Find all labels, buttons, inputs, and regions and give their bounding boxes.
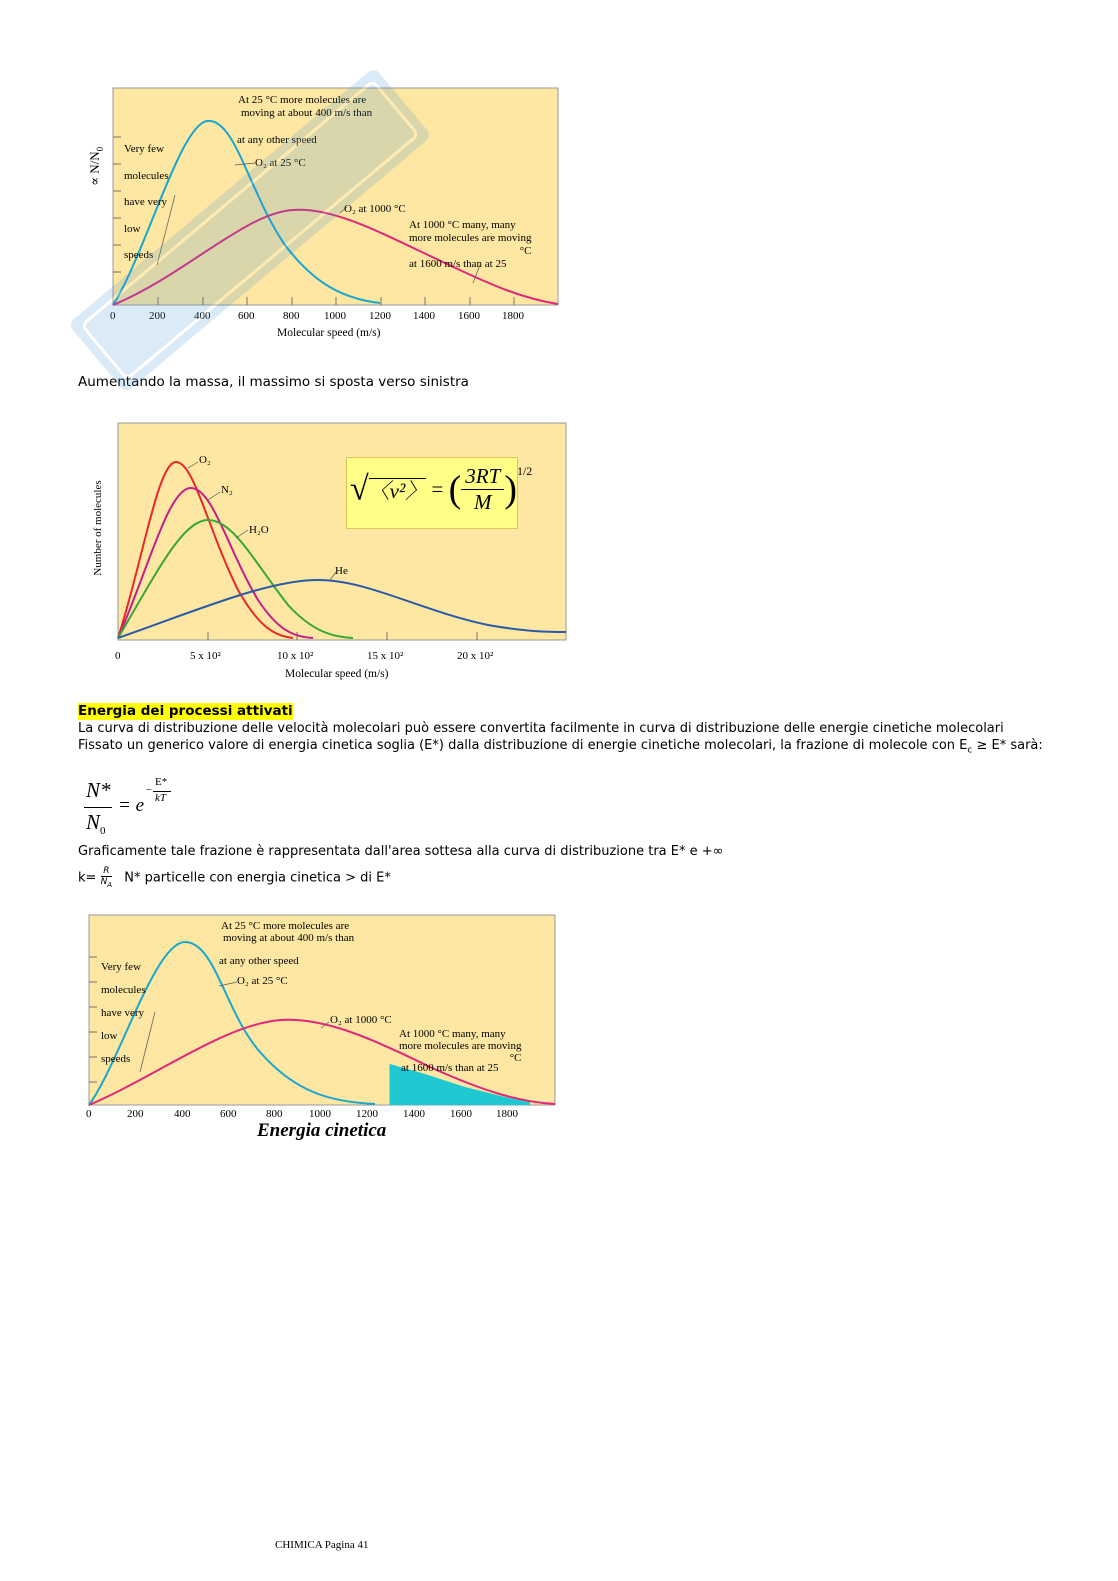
- annotation-right: At 1000 °C many, many more molecules are moving °C: [409, 219, 532, 257]
- label-o2-25c: O₂ at 25 °C: [255, 157, 306, 169]
- annotation-top-3: at any other speed: [237, 134, 317, 146]
- x-axis-label: Energia cinetica: [257, 1120, 387, 1141]
- y-axis-label: Number of molecules: [92, 480, 104, 576]
- figure-speed-distribution-gases: [88, 420, 568, 685]
- annotation-top: At 25 °C more molecules are moving at about 400 m/s than: [221, 920, 355, 944]
- paragraph-line-1: La curva di distribuzione delle velocità molecolari può essere convertita facilmente in curva di distribuzione delle energie cinetiche molecolari: [78, 721, 1004, 736]
- label-o2-1000c: O₂ at 1000 °C: [344, 203, 406, 215]
- x-axis-label: Molecular speed (m/s): [277, 327, 381, 339]
- annotation-left: Very few molecules have very low speeds: [101, 961, 146, 1065]
- rms-speed-formula: √〈v²〉 = ( $\frac{3RT}{M}$ )$^{1/2}$: [350, 464, 533, 514]
- paragraph-line-2: Fissato un generico valore di energia cinetica soglia (E*) dalla distribuzione di energie cinetiche molecolari, la frazione di molecole con $E_c \ge E*$ sarà:: [78, 738, 1043, 756]
- label-o2-1000c: O₂ at 1000 °C: [330, 1014, 392, 1026]
- annotation-right: At 1000 °C many, many more molecules are moving °C: [399, 1028, 522, 1064]
- annotation-top: At 25 °C more molecules are moving at about 400 m/s than: [238, 94, 373, 119]
- paragraph-line-3: Graficamente tale frazione è rappresentata dall'area sottesa alla curva di distribuzione tra E* e +∞: [78, 844, 724, 859]
- section-heading: Energia dei processi attivati: [78, 703, 293, 719]
- annotation-top-3: at any other speed: [219, 955, 299, 967]
- page-footer: CHIMICA Pagina 41: [275, 1539, 369, 1551]
- caption-mass-shift: Aumentando la massa, il massimo si sposta verso sinistra: [78, 374, 469, 390]
- label-n2: N₂: [221, 484, 233, 496]
- fraction-equation: N* $N_0$ = e − E* kT: [80, 770, 200, 840]
- label-o2-25c: O₂ at 25 °C: [237, 975, 288, 987]
- k-definition: k= $\frac{R}{N_A}$ N* particelle con energia cinetica > di E*: [78, 866, 391, 889]
- annotation-right-4: at 1600 m/s than at 25: [401, 1062, 499, 1074]
- figure-kinetic-energy-distribution: [85, 912, 565, 1152]
- y-axis-label: ∝ $N/N_0$: [87, 146, 105, 186]
- x-tick-labels: 0 5 x 10² 10 x 10² 15 x 10² 20 x 10²: [115, 650, 494, 662]
- x-tick-labels: 0 200 400 600 800 1000 1200 1400 1600 1800: [110, 310, 524, 322]
- x-tick-labels: 0 200 400 600 800 1000 1200 1400 1600 1800: [86, 1108, 518, 1120]
- label-he: He: [335, 565, 348, 577]
- figure-speed-distribution-o2: [85, 85, 565, 345]
- label-o2: O₂: [199, 454, 211, 466]
- x-axis-label: Molecular speed (m/s): [285, 668, 389, 680]
- annotation-left: Very few molecules have very low speeds: [124, 143, 169, 261]
- label-h2o: H₂O: [249, 524, 269, 536]
- annotation-right-4: at 1600 m/s than at 25: [409, 258, 507, 270]
